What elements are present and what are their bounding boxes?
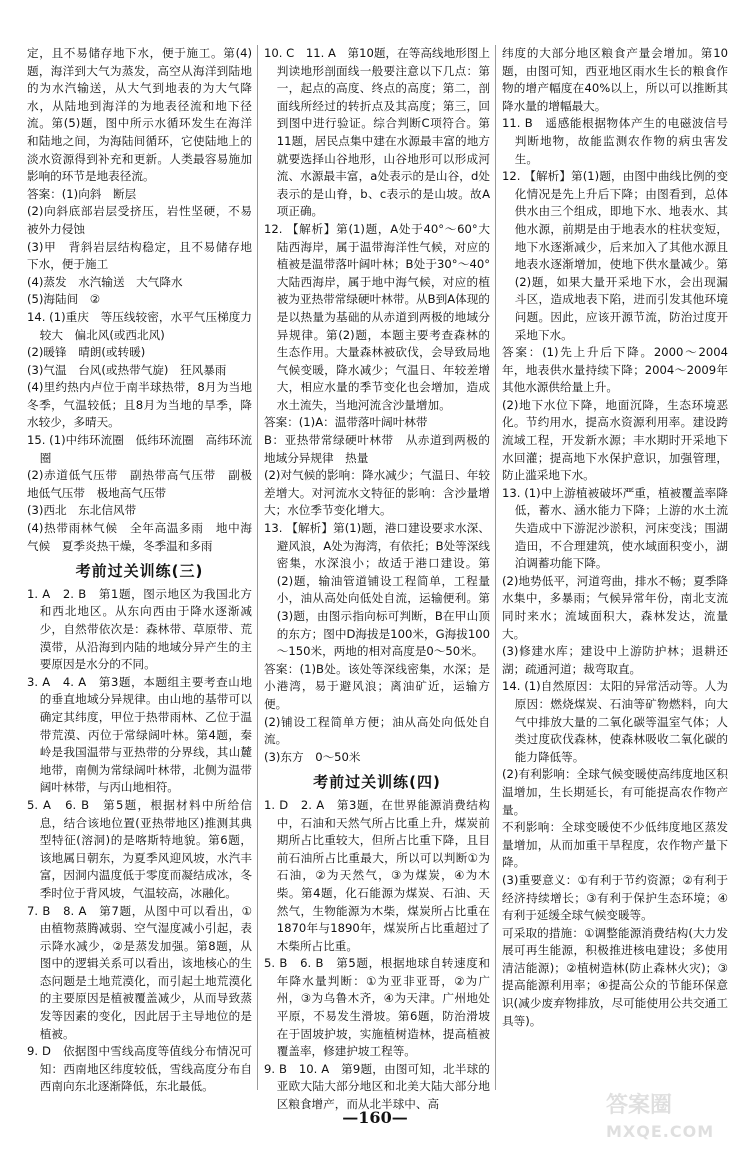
- answer-line: (2)对气候的影响：降水减少；气温日、年较差增大。对河流水文特征的影响：含沙量增大；水位季节变化增大。: [264, 468, 490, 518]
- watermark-logo: [606, 1093, 732, 1139]
- answer-line: 答案：(1)先上升后下降。2000～2004年，地表供水量持续下降；2004～2009年其他水源供给量上升。: [502, 345, 728, 395]
- answer-line: (4)热带雨林气候 全年高温多雨 地中海气候 夏季炎热干燥，冬季温和多雨: [27, 521, 252, 553]
- question-1-4: 1. D 2. A 第3题，在世界能源消费结构中，石油和天然气所占比重上升，煤炭前期所占比重较大，但所占比重下降，且目前石油所占比重最大，所以可以判断①为石油，②为天然气，③为煤炭，④为木柴。第4题，化石能源为煤炭、石油、天然气，生物能源为木柴，煤炭所占比重在1870年与1890年，煤炭所占比重超过了木柴所占比重。: [264, 797, 490, 953]
- answer-line: (4)里约热内卢位于南半球热带，8月为当地冬季，气温较低；且8月为当地的旱季，降水较少，多晴天。: [27, 380, 252, 430]
- question-9-10: 9. B 10. A 第9题，由图可知，北半球的亚欧大陆大部分地区和北美大陆大部分地区粮食增产，而从北半球中、高: [264, 1061, 490, 1112]
- answer-line: (2)赤道低气压带 副热带高气压带 副极地低气压带 极地高气压带: [27, 468, 252, 500]
- answer-line: (3)重要意义：①有利于节约资源；②有利于经济持续增长；③有利于保护生态环境；④有利于延缓全球气候变暖等。: [502, 872, 728, 923]
- column-divider-right: [495, 45, 496, 1090]
- question-11: 11. B 遥感能根据物体产生的电磁波信号判断地物，故能监测农作物的病虫害发生。: [502, 116, 728, 166]
- answer-line: 答案：(1)向斜 断层: [27, 186, 137, 201]
- answer-line: 不利影响：全球变暖使不少低纬度地区蒸发量增加，从而加重干旱程度，农作物产量下降。: [502, 820, 728, 870]
- question-14: 14. (1)重庆 等压线较密，水平气压梯度力较大 偏北风(或西北风): [27, 309, 252, 342]
- question-13: 13. (1)中上游植被破坏严重，植被覆盖率降低，蓄水、涵水能力下降；上游的水土流失造成中下游泥沙淤积，河床变浅；围湖造田，不合理建筑，使水域面积变小，湖泊调蓄功能下降。: [502, 485, 728, 571]
- answer-line: (3)甲 背斜岩层结构稳定，且不易储存地下水，便于施工: [27, 239, 252, 272]
- answer-line: (3)修建水库；建设中上游防护林；退耕还湖；疏通河道；裁弯取直。: [502, 644, 728, 676]
- question-7-8: 7. B 8. A 第7题，从图中可以看出，①由植物蒸腾减弱、空气湿度减小引起，表示降水减少，②是蒸发加强。第8题，从图中的逻辑关系可以看出，该地核心的生态问题是土地荒漠化，而引起土地荒漠化的主要原因是植被覆盖减少，从而导致蒸发等因素的变化，因此居于主导地位的是植被。: [27, 903, 252, 1041]
- question-5-6: 5. A 6. B 第5题，根据材料中所给信息，结合该地位置(亚热带地区)推测其典型特征(溶洞)的是喀斯特地貌。第6题，该地属日朝东，为夏季风迎风坡，水汽丰富，因洞内温度低于零度而凝结成冰，冬季时位于背风坡，气温较高，冰融化。: [27, 797, 252, 900]
- answer-line: (3)西北 东北信风带: [27, 503, 137, 518]
- page-number: —160—: [342, 1108, 408, 1127]
- text-column-middle: [264, 45, 490, 1114]
- answer-line: (2)向斜底部岩层受挤压，岩性坚硬，不易被外力侵蚀: [27, 204, 252, 236]
- paragraph: 定，且不易储存地下水，便于施工。第(4)题，海洋到大气为蒸发，高空从海洋到陆地的为水汽输送，从大气到地表的为大气降水，从陆地到海洋的为地表径流和地下径流。第(5)题，图中所示水循环发生在海洋和陆地之间，为海陆间循环，它使陆地上的淡水资源得到补充和更新。人类最容易施加影响的环节是地表径流。: [27, 46, 252, 184]
- question-15: 15. (1)中纬环流圈 低纬环流圈 高纬环流圈: [27, 433, 252, 465]
- question-13: 13. 【解析】第(1)题，港口建设要求水深、避风浪，A处为海湾，有依托；B处等深线密集，水深浪小；故适于港口建设。第(2)题，输油管道铺设工程简单，工程量小，油从高处向低处自流，运输便利。第(3)题，由图示指向标可判断，B在甲山顶的东方；图中D海拔是100米，G海拔100～150米，两地的相对高度是0～50米。: [264, 521, 490, 659]
- section-heading: 考前过关训练(四): [313, 773, 441, 792]
- watermark-url: MXQE.COM: [606, 1122, 715, 1141]
- question-12: 12. 【解析】第(1)题，由图中曲线比例的变化情况是先上升后下降；由图看到，总体供水由三个组成，即地下水、地表水、其他水源，前期是由于地表水的柱状变短，地下水逐渐减少，后来加入了其他水源且地表水逐渐增加，使地下供水量减少。第(2)题，如果大量开采地下水，会出现漏斗区，造成地表下陷，进而引发其他环境问题。因此，应该开源节流，防治过度开采地下水。: [502, 169, 728, 342]
- answer-line: (2)地下水位下降，地面沉降，生态环境恶化。节约用水，提高水资源利用率。建设跨流域工程，开发新水源；丰水期时开采地下水回灌；提高地下水保护意识，加强管理，防止滥采地下水。: [502, 397, 728, 483]
- watermark-text: 答案圈: [606, 1093, 673, 1118]
- question-14: 14. (1)自然原因：太阳的异常活动等。人为原因：燃烧煤炭、石油等矿物燃料，向大气中排放大量的二氧化碳等温室气体；人类过度砍伐森林，使森林吸收二氧化碳的能力降低等。: [502, 679, 728, 764]
- answer-line: (3)气温 台风(或热带气旋) 狂风暴雨: [27, 362, 227, 377]
- answer-line: (3)东方 0～50米: [264, 749, 361, 764]
- answer-line: (2)暖锋 晴朗(或转暖): [27, 345, 146, 360]
- question-12: 12. 【解析】第(1)题，A处于40°～60°大陆西海岸，属于温带海洋性气候，对应的植被是温带落叶阔叶林；B处于30°～40°大陆西海岸，属于地中海气候，对应的植被为亚热带常绿硬叶林带。从B到A体现的是以热量为基础的从赤道到两极的地域分异规律。第(2)题，本题主要考查森林的生态作用。大量森林被砍伐，会导致局地气候变暖，降水减少；气温日、年较差增大，相应水量的季节变化也会增加，造成水土流失，当地河流含沙量增加。: [264, 221, 490, 412]
- section-heading: 考前过关训练(三): [75, 562, 204, 581]
- answer-line: (5)海陆间 ②: [27, 292, 101, 307]
- answer-line: 可采取的措施：①调整能源消费结构(大力发展可再生能源，积极推进核电建设；多使用清洁能源)；②植树造林(防止森林火灾)；③提高能源利用率；④提高公众的节能环保意识(减少废弃物排放，尽可能使用公共交通工具等)。: [502, 925, 728, 1028]
- question-10-11: 10. C 11. A 第10题，在等高线地形图上判读地形剖面线一般要注意以下几点：第一，起点的高度、终点的高度；第二，剖面线所经过的转折点及其高度；第三，回到图中进行验证。综合判断C项符合。第11题，居民点集中建在水源最丰富的地方就要选择山谷地形，山谷地形可以形成河流、水源最丰富，a处表示的是山谷，d处表示的是山脊，b、c表示的是山坡。故A项正确。: [264, 46, 490, 219]
- column-divider-left: [257, 45, 258, 1090]
- answer-line: 答案：(1)A：温带落叶阔叶林带: [264, 415, 428, 430]
- text-column-left: [27, 45, 252, 1096]
- paragraph: 纬度的大部分地区粮食产量会增加。第10题，由图可知，西亚地区雨水生长的粮食作物的增产幅度在40%以上，所以可以推断其降水量的增幅最大。: [502, 46, 728, 113]
- text-column-right: [502, 45, 728, 1030]
- answer-line: (4)蒸发 水汽输送 大气降水: [27, 274, 183, 289]
- answer-line: B：亚热带常绿硬叶林带 从赤道到两极的地域分异规律 热量: [264, 433, 490, 465]
- question-9: 9. D 依据图中雪线高度等值线分布情况可知：西南地区纬度较低，雪线高度分布自西南向东北逐渐降低，东北最低。: [27, 1044, 252, 1094]
- answer-line: 答案：(1)B处。该处等深线密集，水深；是小港湾，易于避风浪；离油矿近，运输方便。: [264, 661, 490, 711]
- answer-line: (2)铺设工程简单方便；油从高处向低处自流。: [264, 714, 490, 747]
- question-5-6: 5. B 6. B 第5题，根据地球自转速度和年降水量判断：①为亚非亚哥，②为广州，③为乌鲁木齐，④为天津。广州地处平原，不易发生滑坡。第6题，防治滑坡在于固坡护坡，实施植树造林，提高植被覆盖率，修建护坡工程等。: [264, 956, 490, 1059]
- question-1-2: 1. A 2. B 第1题，图示地区为我国北方和西北地区。从东向西由于降水逐渐减少，自然带依次是：森林带、草原带、荒漠带，从沿海到内陆的地域分异产生的主要原因是水分的不同。: [27, 586, 252, 672]
- answer-line: (2)地势低平，河道弯曲，排水不畅；夏季降水集中，多暴雨；气候异常年份，南北支流同时来水；流域面积大，森林发达，流量大。: [502, 573, 728, 641]
- answer-line: (2)有利影响：全球气候变暖使高纬度地区积温增加，生长期延长，有可能提高农作物产量。: [502, 767, 728, 817]
- question-3-4: 3. A 4. A 第3题，本题组主要考查山地的垂直地域分异规律。由山地的基带可以确定其纬度，甲位于热带雨林、乙位于温带荒漠、丙位于常绿阔叶林。第4题，秦岭是我国温带与亚热带的分界线，其山麓地带，南侧为常绿阔叶林带，北侧为温带阔叶林带，与丙山地相符。: [27, 674, 252, 795]
